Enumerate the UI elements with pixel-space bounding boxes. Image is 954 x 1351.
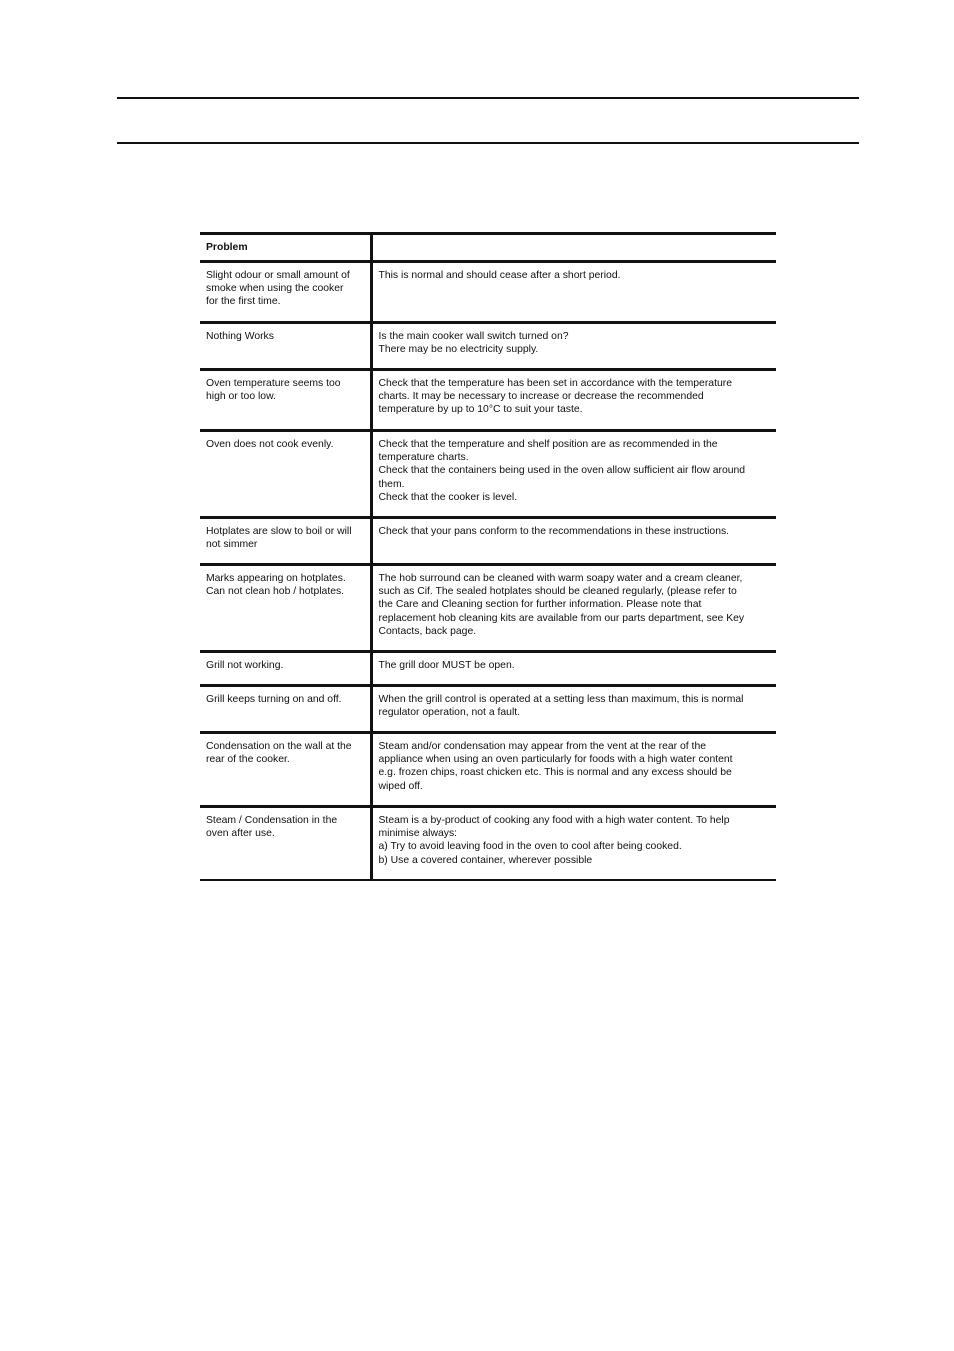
problem-text-line: Oven temperature seems too — [206, 378, 341, 389]
solution-text-line: temperature charts. — [378, 452, 469, 464]
solution-cell — [371, 370, 776, 431]
table-row — [200, 431, 776, 518]
problem-text-line: Grill not working. — [206, 660, 284, 671]
solution-text-line: Check that the temperature and shelf position are as recommended in the — [378, 439, 718, 450]
problem-text-line: Slight odour or small amount of — [206, 270, 350, 281]
table-row — [200, 807, 776, 881]
problem-cell — [200, 652, 371, 686]
solution-text-line: This is normal and should cease after a short period. — [378, 270, 621, 281]
troubleshooting-table — [200, 232, 776, 881]
problem-text-line: rear of the cooker. — [206, 754, 290, 766]
table-row — [200, 323, 776, 370]
problem-cell — [200, 733, 371, 807]
solution-cell — [371, 518, 776, 565]
solution-text-line: charts. It may be necessary to increase or decrease the recommended — [378, 391, 704, 403]
solution-cell — [371, 262, 776, 323]
solution-text-line: regulator operation, not a fault. — [378, 707, 521, 719]
problem-cell — [200, 431, 371, 518]
table-row — [200, 686, 776, 733]
solution-cell — [371, 733, 776, 807]
problem-text-line: not simmer — [206, 539, 258, 551]
solution-text-line: minimise always: — [378, 828, 458, 840]
problem-text-line: Can not clean hob / hotplates. — [206, 586, 345, 598]
solution-text-line: b) Use a covered container, wherever possible — [378, 854, 593, 866]
solution-text-line: Steam and/or condensation may appear from the vent at the rear of the — [378, 741, 706, 752]
problem-text-line: Condensation on the wall at the — [206, 741, 352, 752]
table-row — [200, 262, 776, 323]
table-row — [200, 733, 776, 807]
header-rule-bottom — [117, 142, 859, 144]
header-rule-top — [117, 97, 859, 99]
solution-column-header — [371, 234, 776, 262]
table-header-row — [200, 234, 776, 262]
problem-text-line: Marks appearing on hotplates. — [206, 573, 346, 584]
solution-text-line: Is the main cooker wall switch turned on? — [378, 331, 569, 342]
problem-text-line: for the first time. — [206, 296, 281, 308]
problem-cell — [200, 262, 371, 323]
problem-cell — [200, 323, 371, 370]
problem-text-line: Oven does not cook evenly. — [206, 439, 334, 450]
problem-text-line: high or too low. — [206, 391, 276, 403]
solution-text-line: Check that the containers being used in the oven allow sufficient air flow around — [378, 465, 746, 477]
problem-cell — [200, 807, 371, 881]
solution-cell — [371, 431, 776, 518]
problem-text-line: Steam / Condensation in the — [206, 815, 338, 826]
solution-cell — [371, 565, 776, 652]
solution-text-line: wiped off. — [378, 780, 423, 792]
problem-text-line: smoke when using the cooker — [206, 283, 344, 295]
problem-text-line: Nothing Works — [206, 331, 274, 342]
solution-text-line: them. — [378, 478, 405, 490]
solution-text-line: the Care and Cleaning section for further information. Please note that — [378, 599, 702, 611]
solution-cell — [371, 652, 776, 686]
problem-text-line: Grill keeps turning on and off. — [206, 694, 342, 705]
solution-cell — [371, 807, 776, 881]
solution-text-line: temperature by up to 10°C to suit your taste. — [378, 404, 583, 416]
problem-cell — [200, 686, 371, 733]
solution-cell — [371, 323, 776, 370]
problem-cell — [200, 518, 371, 565]
table-row — [200, 652, 776, 686]
problem-text-line: Hotplates are slow to boil or will — [206, 526, 352, 537]
problem-cell — [200, 565, 371, 652]
solution-cell — [371, 686, 776, 733]
solution-text-line: The grill door MUST be open. — [378, 660, 515, 671]
solution-text-line: such as Cif. The sealed hotplates should be cleaned regularly, (please refer to — [378, 586, 737, 598]
problem-column-header: Problem — [200, 234, 371, 262]
solution-text-line: replacement hob cleaning kits are available from our parts department, see Key — [378, 612, 745, 624]
solution-text-line: appliance when using an oven particularly for foods with a high water content — [378, 754, 733, 766]
solution-text-line: a) Try to avoid leaving food in the oven to cool after being cooked. — [378, 841, 682, 853]
solution-text-line: When the grill control is operated at a setting less than maximum, this is normal — [378, 694, 744, 705]
solution-text-line: Contacts, back page. — [378, 625, 477, 637]
solution-text-line: There may be no electricity supply. — [378, 344, 539, 356]
table-row — [200, 565, 776, 652]
table-body — [200, 262, 776, 881]
solution-text-line: Check that the cooker is level. — [378, 491, 518, 503]
solution-text-line: Steam is a by-product of cooking any food with a high water content. To help — [378, 815, 730, 826]
table-row — [200, 518, 776, 565]
solution-text-line: Check that the temperature has been set in accordance with the temperature — [378, 378, 732, 389]
table-row — [200, 370, 776, 431]
solution-text-line: e.g. frozen chips, roast chicken etc. This is normal and any excess should be — [378, 767, 732, 779]
problem-text-line: oven after use. — [206, 828, 275, 840]
solution-text-line: Check that your pans conform to the recommendations in these instructions. — [378, 526, 730, 537]
problem-cell — [200, 370, 371, 431]
solution-text-line: The hob surround can be cleaned with warm soapy water and a cream cleaner, — [378, 573, 743, 584]
